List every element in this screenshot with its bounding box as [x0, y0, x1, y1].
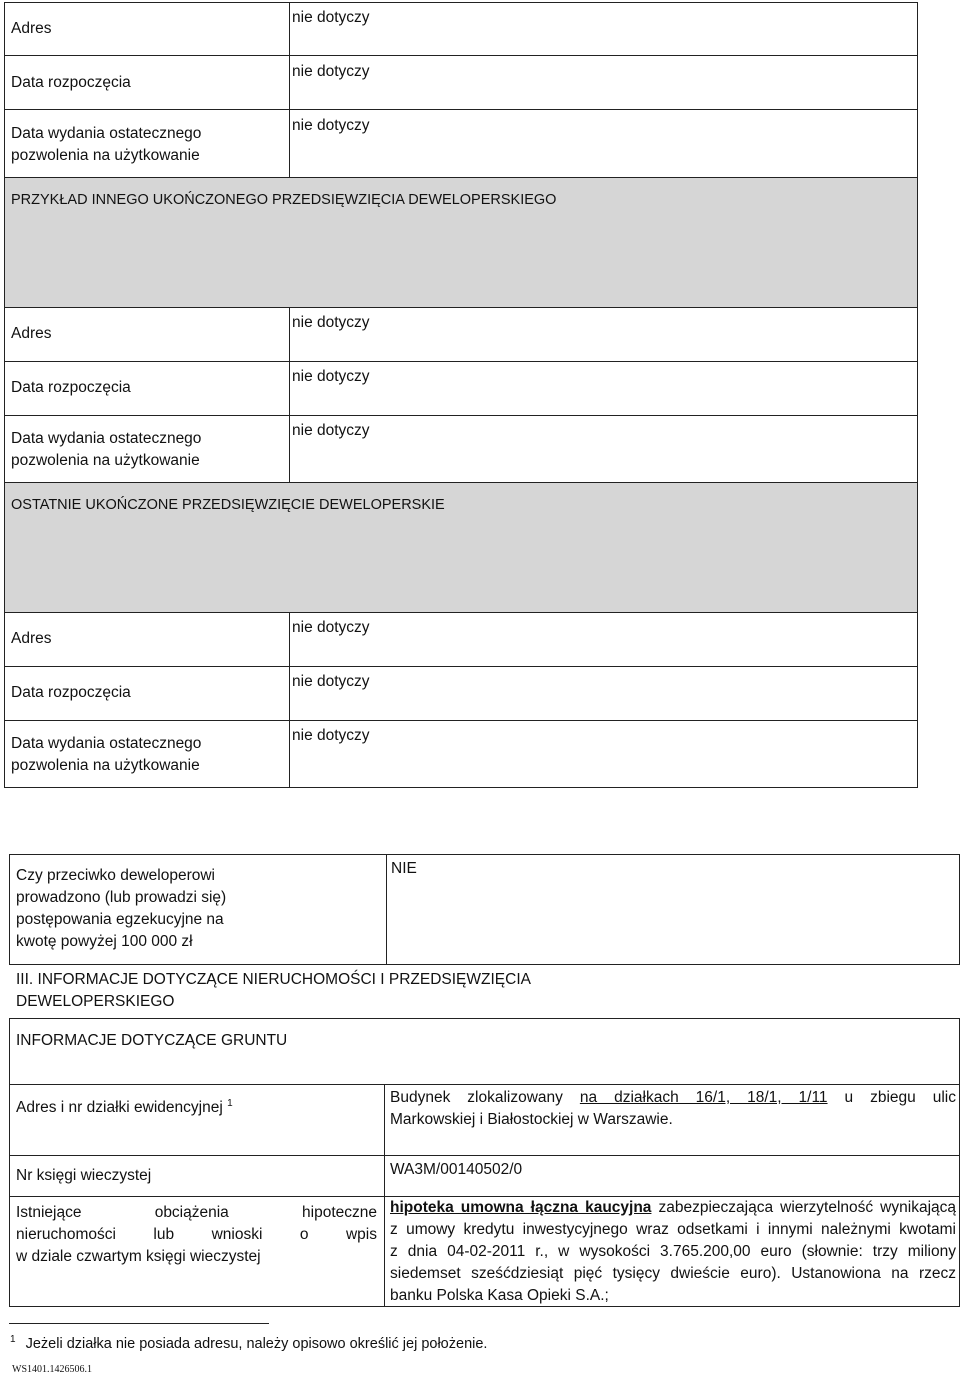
- enforcement-question-l1: Czy przeciwko deweloperowi: [16, 867, 215, 884]
- g2-header: PRZYKŁAD INNEGO UKOŃCZONEGO PRZEDSIĘWZIĘCIA DEWELOPERSKIEGO: [11, 192, 557, 208]
- land-info-header: INFORMACJE DOTYCZĄCE GRUNTU: [16, 1032, 288, 1049]
- g2-value-adres: nie dotyczy: [292, 314, 370, 331]
- g3-label-adres: Adres: [11, 630, 52, 647]
- g3-label-pozwolenie-l1: Data wydania ostatecznego: [11, 735, 202, 752]
- g3-value-adres: nie dotyczy: [292, 619, 370, 636]
- mortgage-type: hipoteka umowna łączna kaucyjna: [390, 1199, 652, 1216]
- g1-value-adres: nie dotyczy: [292, 9, 370, 26]
- encumbrances-value-l1: [390, 1197, 956, 1219]
- parcel-label: [16, 1097, 233, 1119]
- section3-title-l1: III. INFORMACJE DOTYCZĄCE NIERUCHOMOŚCI I PRZEDSIĘWZIĘCIA: [16, 971, 531, 988]
- g3-value-data-rozpoczecia: nie dotyczy: [292, 673, 370, 690]
- enforcement-answer-cell: [386, 854, 960, 965]
- section3-title-l2: DEWELOPERSKIEGO: [16, 993, 175, 1010]
- encumbrances-value-l3: z dnia 04-02-2011 r., w wysokości 3.765.200,00 euro (słownie: trzy miliony: [390, 1243, 956, 1260]
- parcel-value-l2: Markowskiej i Białostockiej w Warszawie.: [390, 1111, 673, 1128]
- footnote: [10, 1333, 487, 1355]
- enforcement-question-l2: prowadzono (lub prowadzi się): [16, 889, 227, 906]
- g2-value-data-rozpoczecia: nie dotyczy: [292, 368, 370, 385]
- g2-value-cell-3: [289, 415, 918, 483]
- g1-label-pozwolenie-l2: pozwolenia na użytkowanie: [11, 147, 200, 164]
- g3-label-data-rozpoczecia: Data rozpoczęcia: [11, 684, 131, 701]
- g3-value-cell-3: [289, 720, 918, 788]
- footnote-text: Jeżeli działka nie posiada adresu, należy opisowo określić jej położenie.: [25, 1336, 488, 1352]
- parcel-value-underlined: na działkach 16/1, 18/1, 1/11: [579, 1089, 828, 1106]
- g1-label-adres: Adres: [11, 20, 52, 37]
- g3-label-pozwolenie-l2: pozwolenia na użytkowanie: [11, 757, 200, 774]
- g1-value-cell-2: [289, 55, 918, 110]
- g3-value-cell-1: [289, 612, 918, 667]
- encumbrances-label-l3: w dziale czwartym księgi wieczystej: [16, 1248, 261, 1265]
- footnote-number: 1: [10, 1334, 16, 1346]
- enforcement-question-l4: kwotę powyżej 100 000 zł: [16, 933, 193, 950]
- land-register-value: WA3M/00140502/0: [390, 1161, 523, 1178]
- doc-ref: WS1401.1426506.1: [12, 1364, 92, 1375]
- parcel-label-cell: [9, 1084, 385, 1156]
- footnote-ref: 1: [227, 1097, 233, 1109]
- encumbrances-value-l1-rest: zabezpieczająca wierzytelność wynikającą: [658, 1199, 956, 1216]
- encumbrances-value-l5: banku Polska Kasa Opieki S.A.;: [390, 1287, 609, 1304]
- encumbrances-value-l2: z umowy kredytu inwestycyjnego wraz odsetkami i innymi należnymi kwotami: [390, 1221, 956, 1238]
- g1-value-pozwolenie: nie dotyczy: [292, 117, 370, 134]
- enforcement-question-l3: postępowania egzekucyjne na: [16, 911, 224, 928]
- land-register-label: Nr księgi wieczystej: [16, 1167, 152, 1184]
- g3-header: OSTATNIE UKOŃCZONE PRZEDSIĘWZIĘCIE DEWELOPERSKIE: [11, 497, 445, 513]
- g2-value-pozwolenie: nie dotyczy: [292, 422, 370, 439]
- g1-value-data-rozpoczecia: nie dotyczy: [292, 63, 370, 80]
- g2-label-pozwolenie-l2: pozwolenia na użytkowanie: [11, 452, 200, 469]
- g1-value-cell-3: [289, 109, 918, 178]
- enforcement-answer: NIE: [391, 860, 417, 877]
- g2-value-cell-2: [289, 361, 918, 416]
- encumbrances-value-l4: siedemset sześćdziesiąt pięć tysięcy dwieście euro). Ustanowiona na rzecz: [390, 1265, 956, 1282]
- parcel-value-start: Budynek zlokalizowany: [390, 1089, 563, 1106]
- footnote-separator: [9, 1323, 269, 1324]
- g1-label-data-rozpoczecia: Data rozpoczęcia: [11, 74, 131, 91]
- g3-value-pozwolenie: nie dotyczy: [292, 727, 370, 744]
- encumbrances-label-l2: nieruchomości lub wnioski o wpis: [16, 1226, 377, 1243]
- g2-label-pozwolenie-l1: Data wydania ostatecznego: [11, 430, 202, 447]
- g2-label-data-rozpoczecia: Data rozpoczęcia: [11, 379, 131, 396]
- encumbrances-label-l1: Istniejące obciążenia hipoteczne: [16, 1204, 377, 1221]
- parcel-value-l1: [390, 1087, 956, 1109]
- g3-value-cell-2: [289, 666, 918, 721]
- parcel-value-rest: u zbiegu ulic: [844, 1089, 956, 1106]
- g1-value-cell-1: [289, 2, 918, 56]
- g2-value-cell-1: [289, 307, 918, 362]
- g2-label-adres: Adres: [11, 325, 52, 342]
- parcel-label-text: Adres i nr działki ewidencyjnej: [16, 1099, 223, 1116]
- g1-label-pozwolenie-l1: Data wydania ostatecznego: [11, 125, 202, 142]
